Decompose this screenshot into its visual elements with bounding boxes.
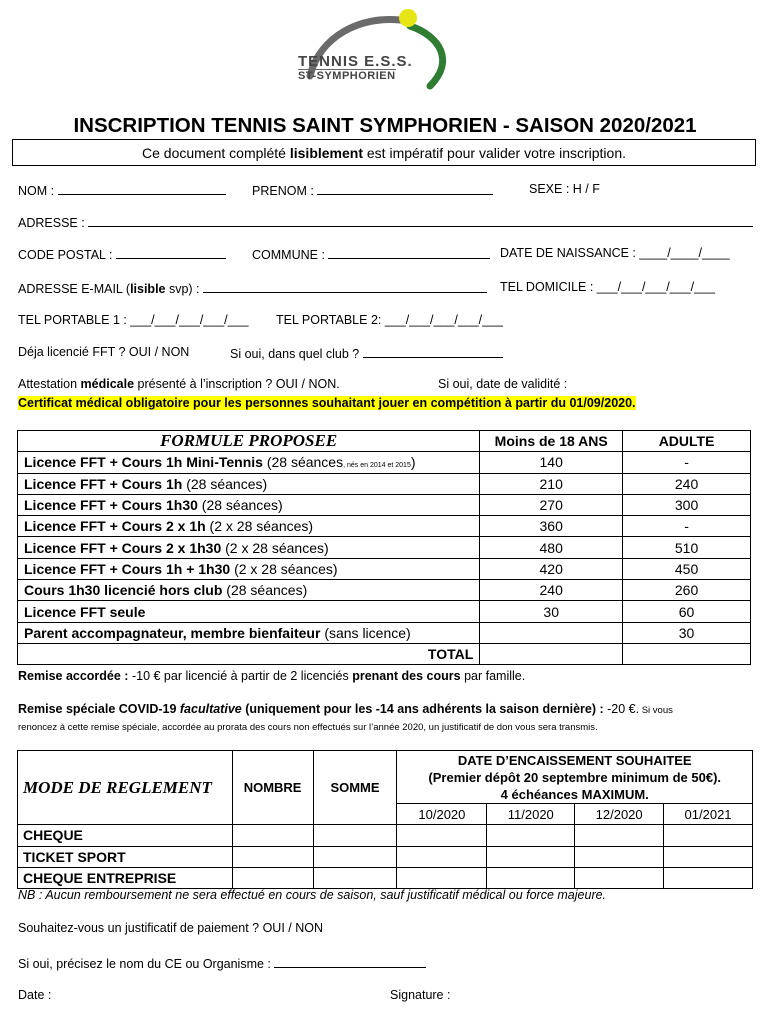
tel-domicile-field[interactable]: TEL DOMICILE : ___/___/___/___/___	[500, 280, 715, 294]
moins18-price[interactable]	[480, 622, 623, 643]
mode-header: MODE DE REGLEMENT	[18, 751, 233, 825]
code-postal-label: CODE POSTAL :	[18, 248, 113, 262]
formule-header: FORMULE PROPOSEE	[18, 431, 480, 452]
total-moins18-cell[interactable]	[480, 643, 623, 664]
formule-label-normal: (28 séances)	[222, 582, 308, 599]
commune-label: COMMUNE :	[252, 248, 325, 262]
remise2-a: -20 €.	[603, 702, 640, 716]
payment-mode-label: TICKET SPORT	[18, 846, 233, 867]
club-logo	[290, 6, 460, 101]
payment-cell[interactable]	[313, 867, 397, 888]
formule-label-bold: Licence FFT + Cours 1h	[24, 475, 183, 492]
date-label: Date :	[18, 988, 52, 1002]
date-encaissement-header	[397, 751, 753, 804]
club-row	[230, 345, 503, 361]
formule-row	[18, 558, 751, 579]
subtitle-box	[12, 139, 756, 166]
payment-cell[interactable]	[664, 825, 753, 846]
remise2-bold1: Remise spéciale COVID-19	[18, 702, 180, 716]
formule-label-bold: Parent accompagnateur, membre bienfaiteur	[24, 624, 321, 641]
ce-field[interactable]	[274, 955, 426, 968]
date-naissance-field[interactable]: DATE DE NAISSANCE : ____/____/____	[500, 246, 730, 260]
prenom-row	[252, 182, 493, 198]
attestation-pre: Attestation	[18, 377, 81, 391]
sexe-field[interactable]: SEXE : H / F	[529, 182, 600, 196]
email-label-bold: lisible	[130, 282, 166, 296]
moins18-price[interactable]: 140	[480, 452, 623, 473]
payment-table	[17, 750, 753, 889]
payment-cell[interactable]	[575, 846, 664, 867]
tel-portable1-field[interactable]: TEL PORTABLE 1 : ___/___/___/___/___	[18, 313, 249, 327]
total-label: TOTAL	[18, 643, 480, 664]
remise-accordee	[18, 669, 525, 683]
nombre-header: NOMBRE	[232, 751, 313, 825]
formule-label	[18, 580, 480, 601]
nom-label: NOM :	[18, 184, 55, 198]
formule-label-bold: Licence FFT + Cours 1h Mini-Tennis	[24, 454, 263, 471]
formule-row	[18, 516, 751, 537]
month-4: 01/2021	[664, 804, 753, 825]
email-label-post: svp) :	[165, 282, 200, 296]
formule-label	[18, 494, 480, 515]
moins18-header: Moins de 18 ANS	[480, 431, 623, 452]
formule-row	[18, 601, 751, 622]
payment-row	[18, 825, 753, 846]
remise1-a: -10 € par licencié à partir de 2 licenciés	[128, 669, 353, 683]
total-row	[18, 643, 751, 664]
formule-row	[18, 580, 751, 601]
remise1-b: par famille.	[460, 669, 526, 683]
subtitle-pre: Ce document complété	[142, 145, 290, 161]
moins18-price[interactable]: 30	[480, 601, 623, 622]
payment-cell[interactable]	[232, 846, 313, 867]
payment-cell[interactable]	[575, 867, 664, 888]
attestation-row[interactable]	[18, 377, 340, 391]
formule-label	[18, 516, 480, 537]
formule-row	[18, 537, 751, 558]
ce-label: Si oui, précisez le nom du CE ou Organisme :	[18, 957, 271, 971]
date-header-l1: DATE D’ENCAISSEMENT SOUHAITEE	[457, 752, 692, 768]
moins18-price[interactable]: 480	[480, 537, 623, 558]
subtitle-bold: lisiblement	[289, 145, 363, 161]
adulte-price[interactable]: -	[623, 516, 751, 537]
payment-cell[interactable]	[232, 867, 313, 888]
attestation-bold: médicale	[80, 377, 135, 391]
payment-mode-label: CHEQUE ENTREPRISE	[18, 867, 233, 888]
certificat-notice	[18, 394, 636, 412]
formule-label-bold: Cours 1h30 licencié hors club	[24, 582, 223, 599]
code-postal-row	[18, 246, 226, 262]
payment-cell[interactable]	[487, 846, 575, 867]
formule-header-row	[18, 431, 751, 452]
formule-label-normal: (28 séances	[262, 454, 344, 471]
moins18-price[interactable]: 210	[480, 473, 623, 494]
formule-row	[18, 452, 751, 473]
commune-field[interactable]	[328, 246, 490, 259]
adulte-price[interactable]: 60	[623, 601, 751, 622]
signature-label: Signature :	[390, 988, 451, 1002]
adulte-price[interactable]: 510	[623, 537, 751, 558]
logo-line2: ST-SYMPHORIEN	[298, 70, 396, 82]
moins18-price[interactable]: 360	[480, 516, 623, 537]
date-header-l2: (Premier dépôt 20 septembre minimum de 50€).	[428, 769, 722, 785]
payment-cell[interactable]	[397, 846, 487, 867]
adresse-label: ADRESSE :	[18, 216, 85, 230]
moins18-price[interactable]: 420	[480, 558, 623, 579]
formule-label	[18, 452, 480, 473]
formule-label-bold: Licence FFT + Cours 1h + 1h30	[24, 560, 231, 577]
formule-label-normal: (2 x 28 séances)	[230, 560, 338, 577]
nom-field[interactable]	[58, 182, 226, 195]
formule-label-bold: Licence FFT + Cours 2 x 1h	[24, 518, 206, 535]
formule-label-normal: (2 x 28 séances)	[221, 539, 329, 556]
formule-label	[18, 558, 480, 579]
formule-label-bold: Licence FFT + Cours 1h30	[24, 497, 198, 514]
remise2-bold2: (uniquement pour les -14 ans adhérents la saison dernière) :	[241, 702, 604, 716]
remise-covid-detail: renoncez à cette remise spéciale, accordée au prorata des cours non effectués sur l’année 2020, un justificatif de don vous sera transmis.	[18, 722, 598, 733]
validite-label: Si oui, date de validité :	[438, 377, 568, 391]
payment-cell[interactable]	[397, 825, 487, 846]
formule-label	[18, 622, 480, 643]
remise1-bold2: prenant des cours	[352, 669, 461, 683]
adresse-field[interactable]	[88, 214, 753, 227]
adulte-price[interactable]: 30	[623, 622, 751, 643]
payment-cell[interactable]	[575, 825, 664, 846]
adulte-price[interactable]: 450	[623, 558, 751, 579]
tel-portable2-field[interactable]: TEL PORTABLE 2: ___/___/___/___/___	[276, 313, 504, 327]
payment-cell[interactable]	[397, 867, 487, 888]
month-3: 12/2020	[575, 804, 664, 825]
formule-label-normal: (28 séances)	[182, 475, 268, 492]
logo-line1: TENNIS E.S.S.	[298, 53, 413, 70]
payment-row	[18, 846, 753, 867]
somme-header: SOMME	[313, 751, 397, 825]
moins18-price[interactable]: 270	[480, 494, 623, 515]
formule-table	[17, 430, 751, 665]
subtitle-post: est impératif pour valider votre inscription.	[363, 145, 626, 161]
payment-cell[interactable]	[313, 846, 397, 867]
adulte-price[interactable]: -	[623, 452, 751, 473]
remise-covid	[18, 702, 673, 716]
formule-label	[18, 473, 480, 494]
month-2: 11/2020	[487, 804, 575, 825]
email-label-pre: ADRESSE E-MAIL (	[18, 282, 131, 296]
payment-cell[interactable]	[487, 825, 575, 846]
prenom-label: PRENOM :	[252, 184, 314, 198]
remise1-bold: Remise accordée :	[18, 669, 129, 683]
payment-cell[interactable]	[664, 867, 753, 888]
adulte-price[interactable]: 240	[623, 473, 751, 494]
formule-label-close: )	[410, 454, 416, 471]
formule-label-normal: (28 séances)	[197, 497, 283, 514]
moins18-price[interactable]: 240	[480, 580, 623, 601]
page-title: INSCRIPTION TENNIS SAINT SYMPHORIEN - SAISON 2020/2021	[73, 114, 697, 137]
total-adulte-cell[interactable]	[623, 643, 751, 664]
email-row	[18, 280, 487, 296]
nom-row	[18, 182, 226, 198]
formule-label-bold: Licence FFT seule	[24, 603, 146, 620]
ce-row	[18, 955, 426, 971]
attestation-post: présenté à l’inscription ? OUI / NON.	[134, 377, 340, 391]
remise2-small: Si vous	[639, 705, 673, 716]
payment-header-row	[18, 751, 753, 804]
club-label: Si oui, dans quel club ?	[230, 347, 360, 361]
month-1: 10/2020	[397, 804, 487, 825]
code-postal-field[interactable]	[116, 246, 226, 259]
prenom-field[interactable]	[317, 182, 493, 195]
justificatif-question[interactable]: Souhaitez-vous un justificatif de paiement ? OUI / NON	[18, 921, 324, 935]
payment-cell[interactable]	[487, 867, 575, 888]
payment-mode-label: CHEQUE	[18, 825, 233, 846]
formule-label-normal: (sans licence)	[320, 624, 411, 641]
date-header-l3: 4 échéances MAXIMUM.	[500, 786, 649, 802]
formule-label-bold: Licence FFT + Cours 2 x 1h30	[24, 539, 222, 556]
certificat-text: Certificat médical obligatoire pour les personnes souhaitant jouer en compétition à partir du 01/09/2020.	[18, 396, 636, 410]
formule-row	[18, 494, 751, 515]
adulte-price[interactable]: 260	[623, 580, 751, 601]
remise2-italic: facultative	[179, 702, 242, 716]
email-field[interactable]	[203, 280, 487, 293]
club-field[interactable]	[363, 345, 503, 358]
formule-label-tiny: , nés en 2014 et 2015	[343, 462, 411, 470]
payment-cell[interactable]	[313, 825, 397, 846]
formule-row	[18, 473, 751, 494]
adulte-price[interactable]: 300	[623, 494, 751, 515]
adresse-row	[18, 214, 753, 230]
adulte-header: ADULTE	[623, 431, 751, 452]
payment-cell[interactable]	[232, 825, 313, 846]
payment-cell[interactable]	[664, 846, 753, 867]
deja-licencie-field[interactable]: Déja licencié FFT ? OUI / NON	[18, 345, 190, 359]
formule-row	[18, 622, 751, 643]
nb-note: NB : Aucun remboursement ne sera effectué en cours de saison, sauf justificatif médical ou force majeure.	[18, 888, 607, 902]
commune-row	[252, 246, 490, 262]
formule-label-normal: (2 x 28 séances)	[205, 518, 314, 535]
formule-label	[18, 601, 480, 622]
formule-label	[18, 537, 480, 558]
payment-row	[18, 867, 753, 888]
tennis-ball-icon	[399, 9, 417, 27]
